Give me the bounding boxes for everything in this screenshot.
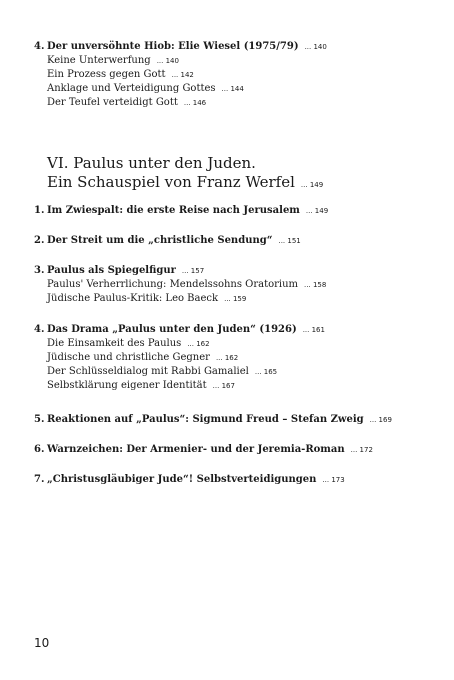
entry-title: „Christusgläubiger Jude“! Selbstverteidigungen xyxy=(47,474,317,485)
entry-title: Paulus als Spiegelfigur xyxy=(47,265,176,276)
subentry-title: Die Einsamkeit des Paulus xyxy=(47,338,182,349)
entry-page: ... 151 xyxy=(278,237,301,245)
page-number: 10 xyxy=(34,636,50,650)
toc-subentry xyxy=(47,82,244,96)
subentry-title: Der Teufel verteidigt Gott xyxy=(47,97,178,108)
entry-number: 1. xyxy=(34,205,45,216)
entry-number: 7. xyxy=(34,474,45,485)
subentry-title: Keine Unterwerfung xyxy=(47,55,151,66)
entry-page: ... 149 xyxy=(305,207,329,215)
entry-title: Der unversöhnte Hiob: Elie Wiesel (1975/79) xyxy=(47,41,299,52)
toc-subentry xyxy=(47,96,206,110)
toc-subentry xyxy=(47,68,194,82)
subentry-title: Ein Prozess gegen Gott xyxy=(47,69,166,80)
subentry-page: ... 144 xyxy=(221,85,244,93)
chapter-title-line-1: VI. Paulus unter den Juden. xyxy=(47,154,256,172)
toc-subentry xyxy=(47,379,235,393)
entry-page: ... 169 xyxy=(369,416,392,424)
toc-subentry xyxy=(47,337,210,351)
subentry-page: ... 165 xyxy=(254,368,278,376)
toc-subentry xyxy=(47,365,277,379)
subentry-page: ... 142 xyxy=(171,71,194,79)
entry-number: 6. xyxy=(34,444,45,455)
entry-page: ... 140 xyxy=(304,43,327,51)
entry-number: 4. xyxy=(34,41,45,52)
subentry-title: Paulus' Verherrlichung: Mendelssohns Oratorium xyxy=(47,279,299,290)
toc-entry xyxy=(34,413,392,427)
subentry-title: Anklage und Verteidigung Gottes xyxy=(47,83,216,94)
subentry-page: ... 162 xyxy=(187,340,210,348)
entry-page: ... 161 xyxy=(302,326,325,334)
chapter-heading xyxy=(47,154,323,195)
subentry-page: ... 146 xyxy=(183,99,207,107)
toc-subentry xyxy=(47,278,326,292)
subentry-title: Der Schlüsseldialog mit Rabbi Gamaliel xyxy=(47,366,249,377)
toc-subentry xyxy=(47,351,238,365)
subentry-page: ... 158 xyxy=(304,281,327,289)
subentry-title: Selbstklärung eigener Identität xyxy=(47,380,207,391)
chapter-title-line-2: Ein Schauspiel von Franz Werfel xyxy=(47,173,295,191)
toc-entry xyxy=(34,234,301,248)
entry-title: Im Zwiespalt: die erste Reise nach Jerusalem xyxy=(47,205,300,216)
toc-entry xyxy=(34,204,328,218)
toc-subentry xyxy=(47,292,246,306)
entry-title: Reaktionen auf „Paulus“: Sigmund Freud – Stefan Zweig xyxy=(47,414,364,425)
entry-number: 4. xyxy=(34,324,45,335)
entry-number: 2. xyxy=(34,235,45,246)
subentry-title: Jüdische Paulus-Kritik: Leo Baeck xyxy=(47,293,219,304)
toc-entry xyxy=(34,40,327,54)
entry-title: Warnzeichen: Der Armenier- und der Jeremia-Roman xyxy=(47,444,345,455)
subentry-title: Jüdische und christliche Gegner xyxy=(47,352,210,363)
chapter-page: ... 149 xyxy=(300,181,324,189)
entry-number: 5. xyxy=(34,414,45,425)
toc-entry xyxy=(34,443,373,457)
toc-entry xyxy=(34,473,345,487)
entry-title: Der Streit um die „christliche Sendung“ xyxy=(47,235,273,246)
subentry-page: ... 167 xyxy=(212,382,235,390)
entry-title: Das Drama „Paulus unter den Juden“ (1926) xyxy=(47,324,297,335)
entry-page: ... 172 xyxy=(350,446,373,454)
toc-subentry xyxy=(47,54,179,68)
entry-page: ... 173 xyxy=(322,476,345,484)
entry-page: ... 157 xyxy=(181,267,205,275)
subentry-page: ... 140 xyxy=(156,57,179,65)
toc-entry xyxy=(34,264,204,278)
subentry-page: ... 159 xyxy=(224,295,247,303)
toc-entry xyxy=(34,323,325,337)
subentry-page: ... 162 xyxy=(215,354,239,362)
entry-number: 3. xyxy=(34,265,45,276)
